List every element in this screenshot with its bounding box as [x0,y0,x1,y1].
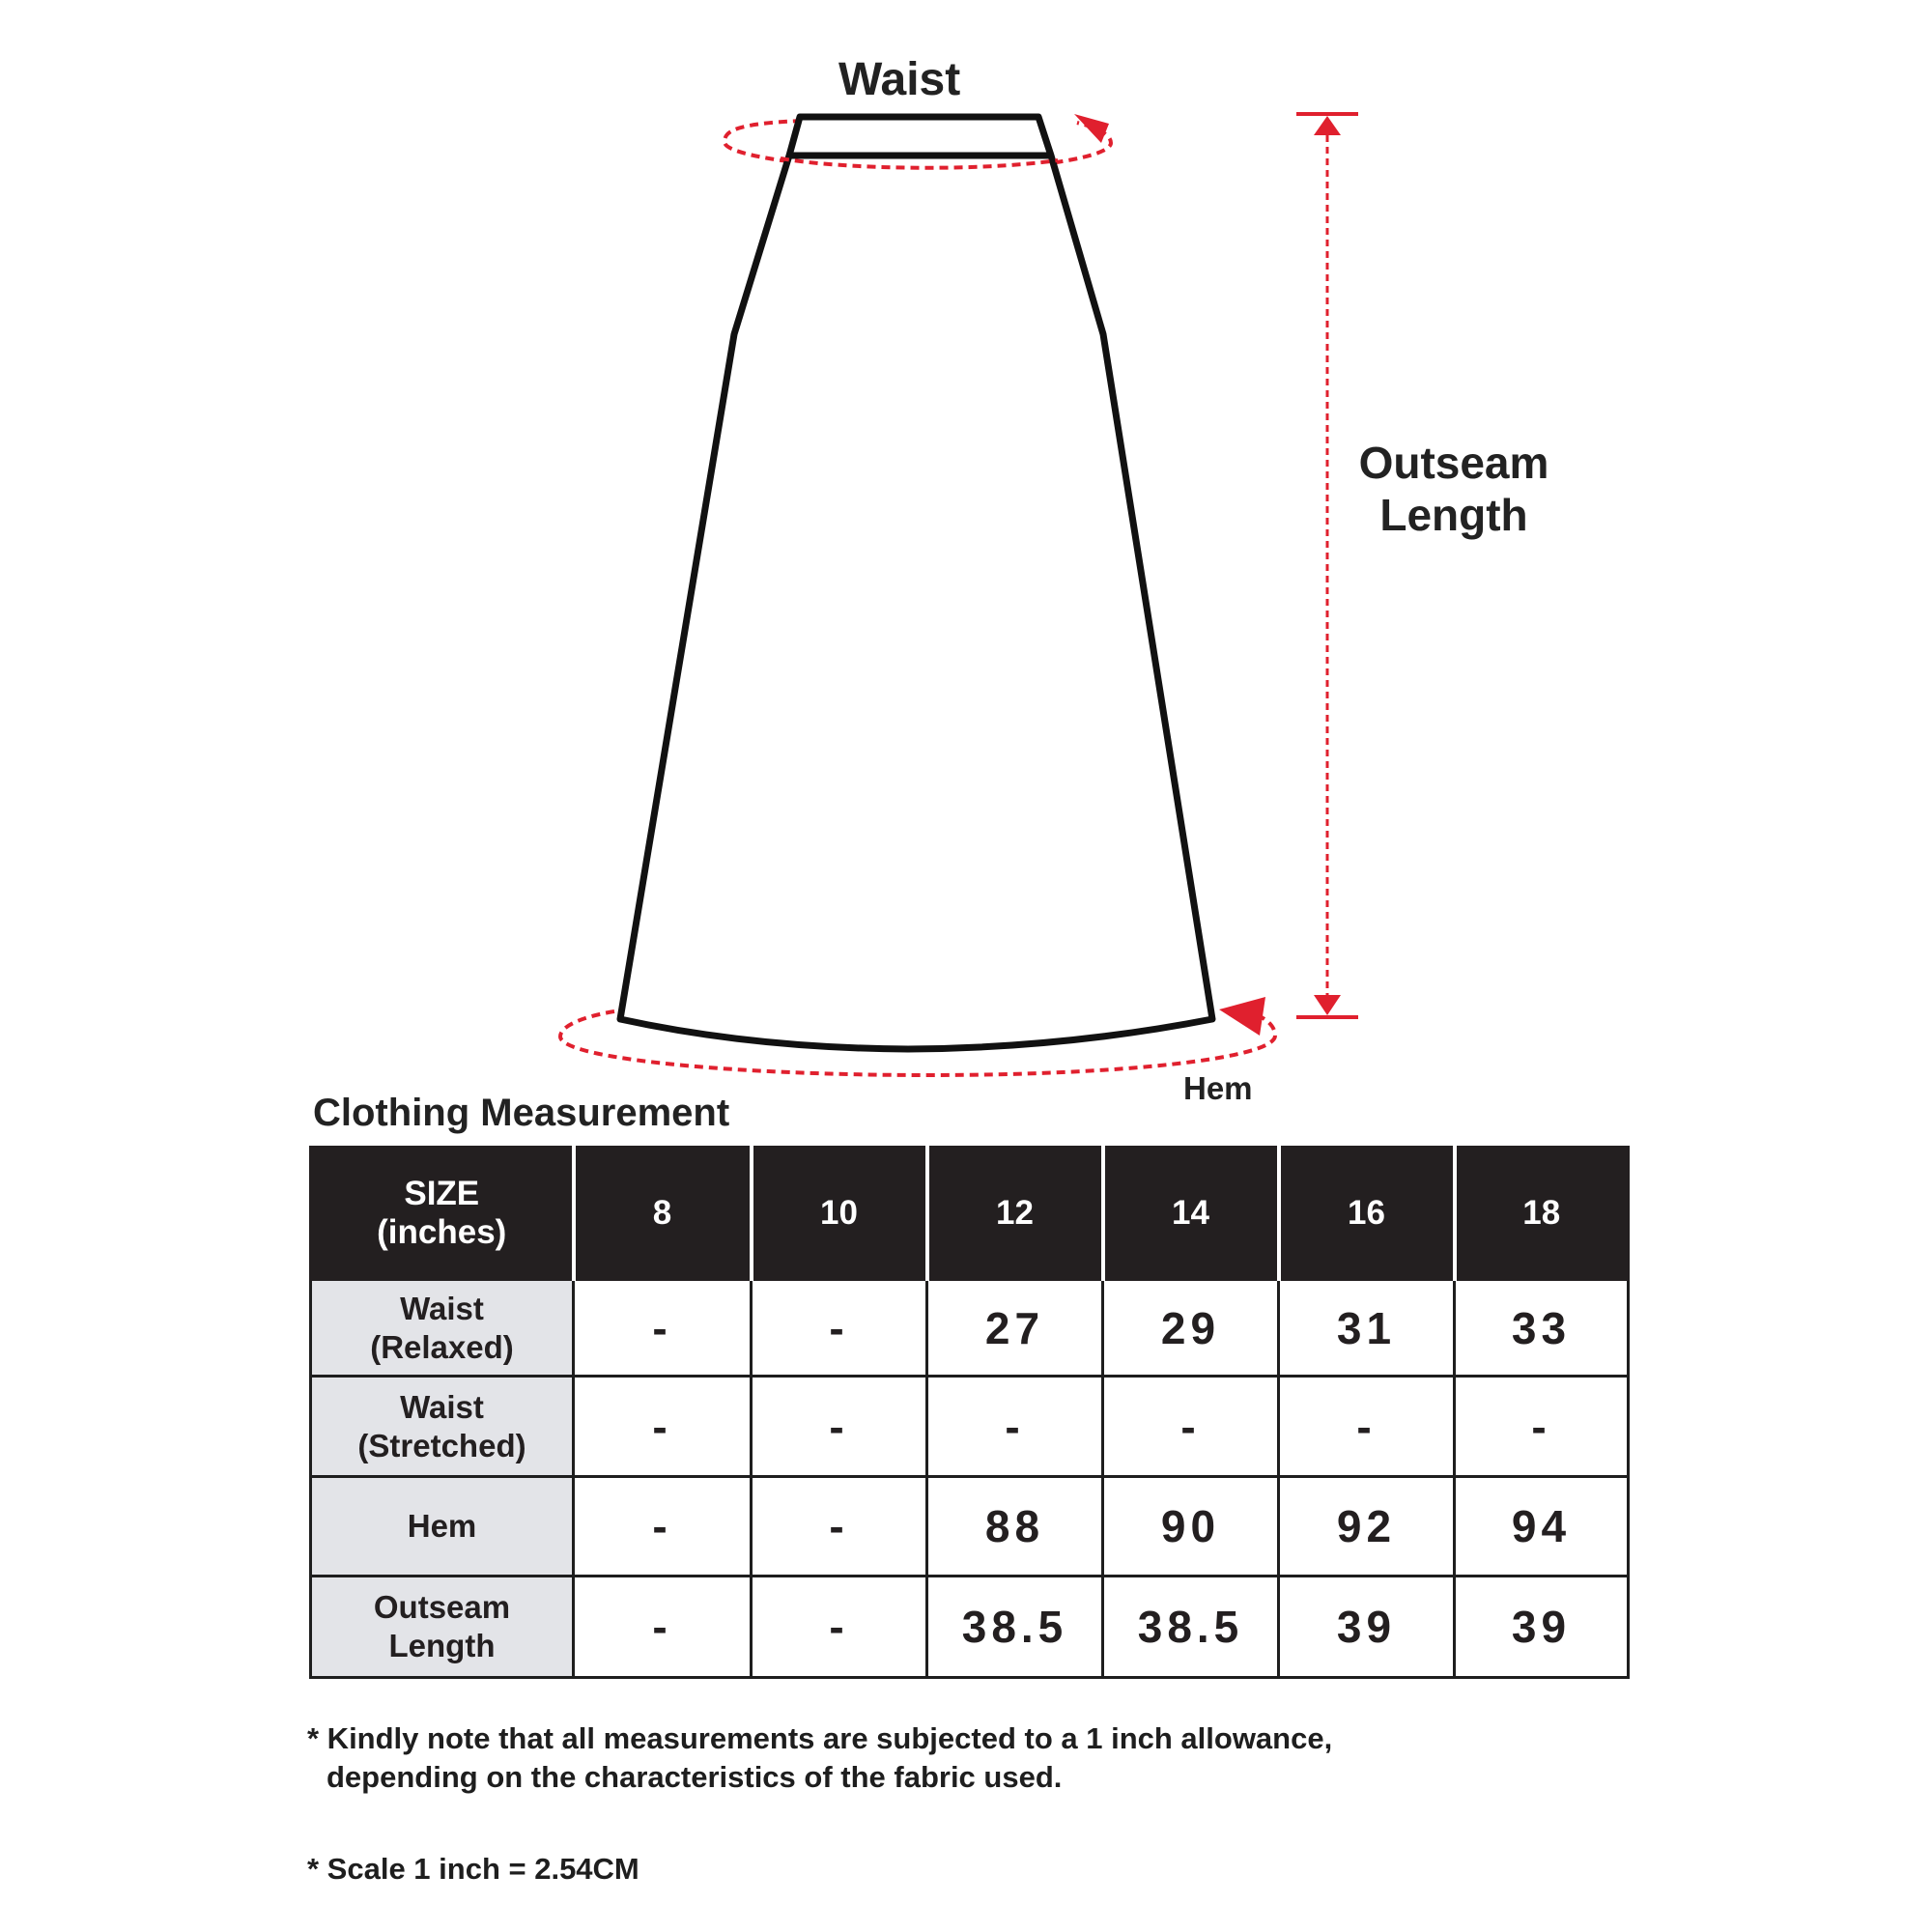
table-cell: 33 [1455,1280,1629,1377]
table-cell: 39 [1279,1577,1455,1678]
table-cell: 39 [1455,1577,1629,1678]
waist-arrowhead [1074,114,1109,143]
size-col-18: 18 [1455,1148,1629,1280]
table-row-outseam-length [311,1577,1629,1678]
table-title: Clothing Measurement [313,1092,730,1134]
table-cell: - [574,1377,752,1477]
row-label-line1: Waist [400,1388,484,1425]
table-cell: 38.5 [1103,1577,1279,1678]
size-col-10: 10 [752,1148,927,1280]
table-cell: - [574,1577,752,1678]
table-row-hem [311,1477,1629,1577]
size-col-16: 16 [1279,1148,1455,1280]
outseam-dimension [1296,114,1358,1017]
table-cell: - [1455,1377,1629,1477]
outseam-length-label [1348,437,1560,541]
size-col-8: 8 [574,1148,752,1280]
row-label-line1: Waist [400,1290,484,1326]
size-header-line2: (inches) [377,1213,507,1251]
waist-label: Waist [838,54,961,105]
table-cell: 27 [927,1280,1103,1377]
table-cell: - [752,1280,927,1377]
table-cell: - [1279,1377,1455,1477]
row-label-line2: (Stretched) [357,1427,526,1463]
row-label-waist-stretched [311,1377,574,1477]
table-row-waist-relaxed [311,1280,1629,1377]
table-cell: - [752,1377,927,1477]
skirt-outline [620,117,1212,1049]
allowance-note-line2: depending on the characteristics of the fabric used. [327,1760,1063,1794]
table-cell: - [574,1477,752,1577]
table-cell: 38.5 [927,1577,1103,1678]
size-col-12: 12 [927,1148,1103,1280]
table-row-waist-stretched [311,1377,1629,1477]
scale-note: * Scale 1 inch = 2.54CM [307,1852,639,1886]
table-cell: 90 [1103,1477,1279,1577]
hem-label: Hem [1183,1070,1253,1106]
row-label-outseam-length [311,1577,574,1678]
allowance-note [307,1719,1756,1797]
table-cell: - [574,1280,752,1377]
hem-arrowhead [1219,997,1265,1036]
outseam-label-line1: Outseam [1358,438,1549,488]
allowance-note-line1: * Kindly note that all measurements are subjected to a 1 inch allowance, [307,1721,1333,1755]
table-cell: - [927,1377,1103,1477]
table-cell: 92 [1279,1477,1455,1577]
row-label-line1: Hem [407,1508,477,1544]
row-label-line2: (Relaxed) [370,1328,514,1365]
table-cell: 88 [927,1477,1103,1577]
table-cell: - [1103,1377,1279,1477]
table-cell: - [752,1577,927,1678]
table-cell: 29 [1103,1280,1279,1377]
row-label-line2: Length [388,1628,496,1663]
row-label-hem [311,1477,574,1577]
row-label-waist-relaxed [311,1280,574,1377]
size-header-line1: SIZE [404,1175,480,1212]
size-col-14: 14 [1103,1148,1279,1280]
table-cell: 94 [1455,1477,1629,1577]
row-label-line1: Outseam [373,1589,511,1625]
measurement-table [309,1146,1630,1679]
table-header-row [311,1148,1629,1280]
table-cell: - [752,1477,927,1577]
outseam-label-line2: Length [1379,490,1528,540]
size-header-cell [311,1148,574,1280]
table-cell: 31 [1279,1280,1455,1377]
